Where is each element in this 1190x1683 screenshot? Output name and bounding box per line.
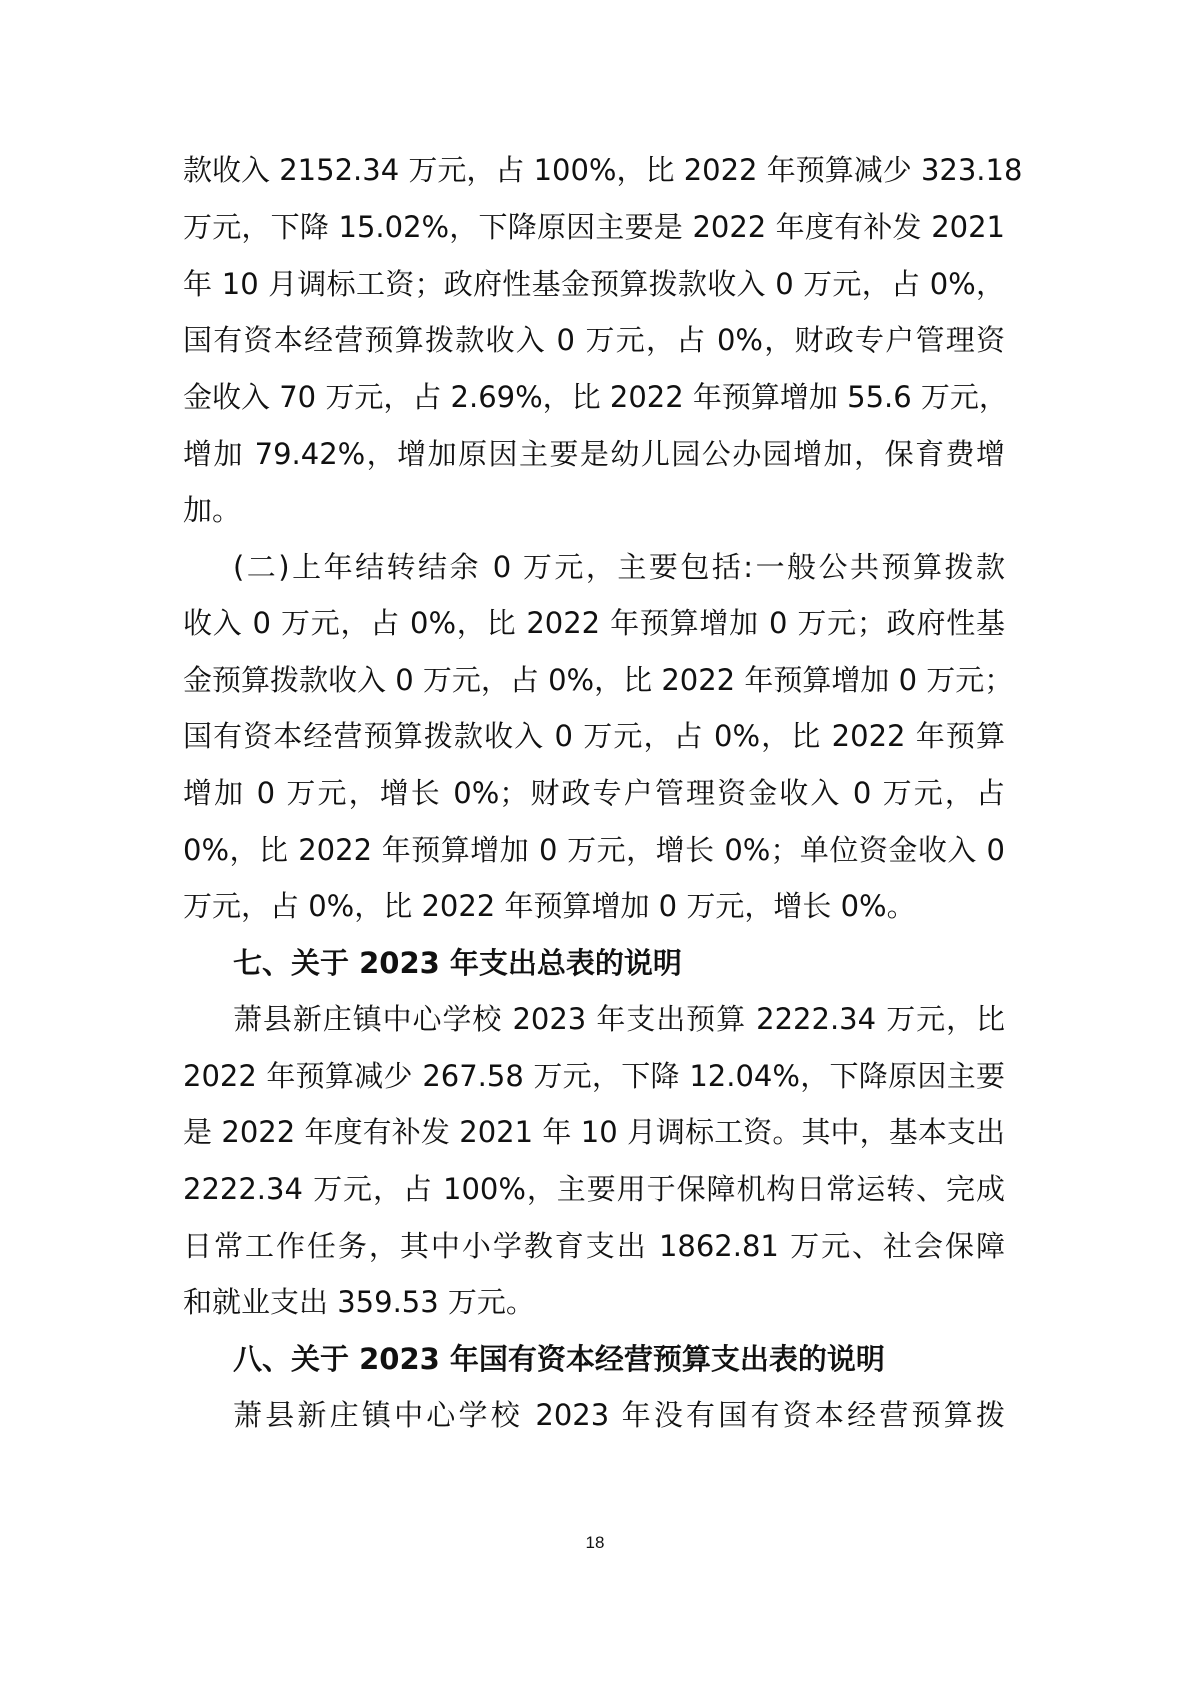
text-line: 加。: [183, 493, 242, 527]
text-line: 年 10 月调标工资；政府性基金预算拨款收入 0 万元，占 0%，: [183, 267, 1005, 301]
text-line: 款收入 2152.34 万元，占 100%，比 2022 年预算减少 323.18: [183, 153, 1023, 187]
text-line: 国有资本经营预算拨款收入 0 万元，占 0%，比 2022 年预算: [183, 719, 1005, 753]
text-line: 国有资本经营预算拨款收入 0 万元，占 0%，财政专户管理资: [183, 323, 1005, 357]
page-number: 18: [585, 1533, 605, 1552]
text-line: 2022 年预算减少 267.58 万元，下降 12.04%，下降原因主要: [183, 1059, 1005, 1093]
text-line: 2222.34 万元，占 100%，主要用于保障机构日常运转、完成: [183, 1172, 1005, 1206]
text-line: 0%，比 2022 年预算增加 0 万元，增长 0%；单位资金收入 0: [183, 833, 1005, 867]
paragraph-first-line: 萧县新庄镇中心学校 2023 年支出预算 2222.34 万元，比: [233, 1002, 1005, 1036]
section-heading-7: 七、关于 2023 年支出总表的说明: [233, 946, 682, 980]
text-line: 和就业支出 359.53 万元。: [183, 1285, 535, 1319]
text-line: 收入 0 万元，占 0%，比 2022 年预算增加 0 万元；政府性基: [183, 606, 1005, 640]
text-line: 增加 0 万元，增长 0%；财政专户管理资金收入 0 万元，占: [183, 776, 1006, 810]
paragraph-first-line: (二)上年结转结余 0 万元，主要包括:一般公共预算拨款: [233, 550, 1005, 584]
paragraph-first-line: 萧县新庄镇中心学校 2023 年没有国有资本经营预算拨: [233, 1398, 1005, 1432]
text-line: 金收入 70 万元，占 2.69%，比 2022 年预算增加 55.6 万元，: [183, 380, 1008, 414]
section-heading-8: 八、关于 2023 年国有资本经营预算支出表的说明: [233, 1342, 885, 1376]
text-line: 是 2022 年度有补发 2021 年 10 月调标工资。其中，基本支出: [183, 1115, 1005, 1149]
text-line: 增加 79.42%，增加原因主要是幼儿园公办园增加，保育费增: [183, 437, 1005, 471]
text-line: 日常工作任务，其中小学教育支出 1862.81 万元、社会保障: [183, 1229, 1005, 1263]
text-line: 万元，占 0%，比 2022 年预算增加 0 万元，增长 0%。: [183, 889, 916, 923]
text-line: 万元，下降 15.02%，下降原因主要是 2022 年度有补发 2021: [183, 210, 1005, 244]
text-line: 金预算拨款收入 0 万元，占 0%，比 2022 年预算增加 0 万元；: [183, 663, 1014, 697]
